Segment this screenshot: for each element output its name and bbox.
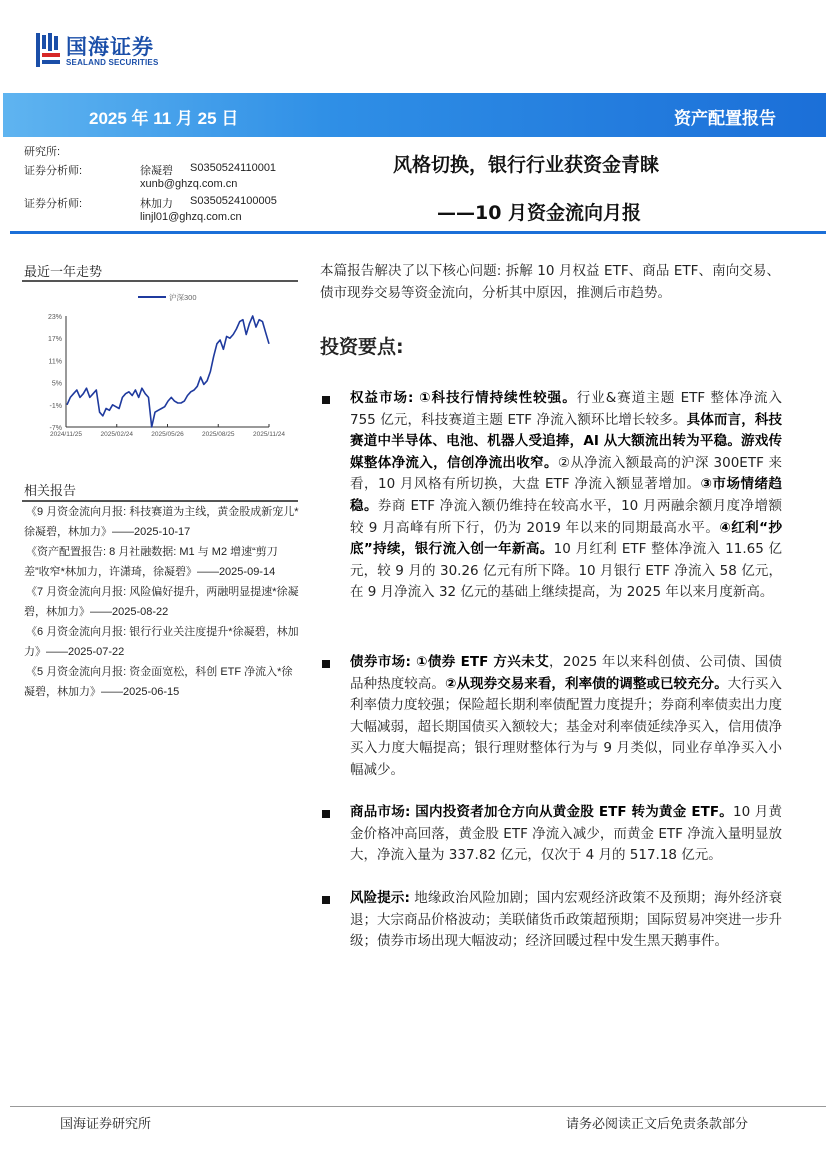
- key-points-heading: 投资要点:: [320, 336, 404, 358]
- report-type: 资产配置报告: [674, 109, 776, 129]
- x-tick-label: 2025/08/25: [201, 431, 235, 438]
- bullet-segment: 券商 ETF 净流入额仍维持在较高水平，10 月两融余额月度净增额较 9 月高峰有所下行，仍为 2019 年以来的同期最高水平。: [350, 497, 782, 536]
- related-report-item[interactable]: 《7 月资金流向月报: 风险偏好提升，两融明显提速*徐凝碧，林加力》——2025-08-22: [24, 586, 299, 618]
- y-tick-label: -1%: [49, 402, 62, 410]
- bullet-highlight: 债券市场: ①债券 ETF 方兴未艾: [350, 654, 549, 670]
- y-tick-label: 11%: [48, 358, 62, 366]
- y-tick-label: -7%: [49, 425, 62, 432]
- bullet-segment: ②从净流入额最高的沪深 300ETF 来看，10 月风格有所切换，大盘 ETF 净流入额显著增加。: [350, 454, 782, 493]
- analyst-email[interactable]: linjl01@ghzq.com.cn: [140, 211, 242, 223]
- x-tick-label: 2024/11/25: [49, 431, 83, 438]
- bullet-bond: [322, 652, 782, 782]
- bullet-square-icon: [322, 396, 330, 404]
- bullet-highlight: 商品市场: 国内投资者加仓方向从黄金股 ETF 转为黄金 ETF。: [350, 804, 734, 820]
- related-report-item[interactable]: 《9 月资金流向月报: 科技赛道为主线，黄金股成新宠儿*徐凝碧，林加力》——2025-10-17: [24, 506, 299, 538]
- report-date: 2025 年 11 月 25 日: [89, 109, 239, 128]
- y-tick-label: 5%: [51, 380, 62, 388]
- x-tick-label: 2025/05/26: [151, 431, 184, 438]
- report-title: 风格切换，银行行业获资金青睐: [393, 154, 660, 176]
- related-heading: 相关报告: [24, 484, 77, 499]
- related-report-item[interactable]: 《资产配置报告: 8 月社融数据: M1 与 M2 增速“剪刀差”收窄*林加力，许潇琦，徐凝碧》——2025-09-14: [24, 546, 278, 578]
- footer-left: 国海证券研究所: [60, 1117, 152, 1132]
- bullet-square-icon: [322, 660, 330, 668]
- logo-text-cn: 国海证券: [66, 35, 154, 59]
- bullet-text: [350, 388, 782, 604]
- bullet-highlight: 具体而言，科技赛道中半导体、电池、机器人受追捧，AI 从大额流出转为平稳。游戏传媒整体净流入，信创净流出收窄。: [350, 411, 783, 471]
- bullet-segment: ，2025 年以来科创债、公司债、国债品种热度较高。: [350, 654, 782, 692]
- bullet-text: [350, 888, 782, 953]
- bullet-highlight: ④红利“抄底”持续，银行流入创一年新高。: [350, 519, 782, 558]
- x-tick-label: 2025/11/24: [252, 431, 286, 438]
- hs300-trend-chart: [22, 285, 298, 445]
- bullet-segment: 行业&赛道主题 ETF 整体净流入 755 亿元，科技赛道主题 ETF 净流入额环比增长较多。: [350, 390, 782, 428]
- bullet-highlight: ②从现券交易来看，利率债的调整或已较充分。: [444, 675, 728, 692]
- series-line-hs300: [67, 316, 269, 427]
- analyst-name: 徐凝碧: [140, 165, 173, 177]
- analyst-role: 证券分析师:: [24, 198, 83, 210]
- trend-heading: 最近一年走势: [24, 265, 103, 280]
- bullet-segment: 地缘政治风险加剧；国内宏观经济政策不及预期；海外经济衰退；大宗商品价格波动；美联储货币政策超预期；国际贸易冲突进一步升级；债券市场出现大幅波动；经济回暖过程中发生黑天鹅事件。: [350, 890, 782, 950]
- related-report-item[interactable]: 《6 月资金流向月报: 银行行业关注度提升*徐凝碧，林加力》——2025-07-22: [24, 626, 299, 658]
- bullet-highlight: 权益市场: ①科技行情持续性较强。: [350, 390, 577, 406]
- logo-text-en: SEALAND SECURITIES: [66, 58, 159, 67]
- bullet-square-icon: [322, 810, 330, 818]
- company-logo: [36, 33, 216, 69]
- related-reports-list: [24, 502, 300, 702]
- header-banner: [3, 93, 826, 137]
- analyst-license: S0350524110001: [190, 162, 277, 174]
- bullet-equity: [322, 388, 782, 604]
- bullet-segment: 大行买入利率债力度较强；保险超长期利率债配置力度提升；券商利率债卖出力度大幅减弱，超长期国债买入额较大；基金对利率债延续净买入，信用债净买入力度大幅提高；银行理财整体行为与 9 月类似，同业存单净买入小幅减少。: [350, 675, 782, 778]
- report-subtitle: ——10 月资金流向月报: [437, 202, 642, 224]
- bullet-text: [350, 802, 782, 867]
- analyst-license: S0350524100005: [190, 195, 277, 207]
- footer-divider: [10, 1106, 826, 1107]
- analyst-email[interactable]: xunb@ghzq.com.cn: [140, 178, 238, 190]
- institute-label: 研究所:: [24, 146, 61, 158]
- bullet-segment: 10 月黄金价格冲高回落，黄金股 ETF 净流入减少，而黄金 ETF 净流入量明显放大，净流入量为 337.82 亿元，仅次于 4 月的 517.18 亿元。: [350, 804, 782, 864]
- bullet-commodity: [322, 802, 782, 867]
- header-divider: [10, 231, 826, 234]
- analyst-name: 林加力: [140, 198, 173, 210]
- bullet-highlight: ③市场情绪趋稳。: [350, 476, 782, 514]
- logo-mark-icon: [36, 33, 62, 67]
- intro-paragraph: 本篇报告解决了以下核心问题: 拆解 10 月权益 ETF、商品 ETF、南向交易、债市现券交易等资金流向，分析其中原因，推测后市趋势。: [320, 263, 780, 301]
- related-report-item[interactable]: 《5 月资金流向月报: 资金面宽松，科创 ETF 净流入*徐凝碧，林加力》——2025-06-15: [24, 666, 293, 698]
- legend-label: 沪深300: [169, 293, 197, 302]
- y-tick-label: 23%: [47, 314, 62, 321]
- trend-divider: [22, 280, 298, 282]
- bullet-risk: [322, 888, 782, 953]
- bullet-text: [350, 652, 782, 782]
- bullet-highlight: 风险提示:: [350, 890, 410, 906]
- analyst-role: 证券分析师:: [24, 165, 83, 177]
- bullet-square-icon: [322, 896, 330, 904]
- y-tick-label: 17%: [47, 336, 62, 344]
- bullet-segment: 10 月红利 ETF 整体净流入 11.65 亿元，较 9 月的 30.26 亿元有所下降。10 月银行 ETF 净流入 58 亿元，在 9 月净流入 32 亿元的基础上继续提高，为 2025 年以来月度新高。: [350, 541, 782, 601]
- footer-right: 请务必阅读正文后免责条款部分: [566, 1117, 749, 1132]
- x-tick-label: 2025/02/24: [100, 431, 134, 438]
